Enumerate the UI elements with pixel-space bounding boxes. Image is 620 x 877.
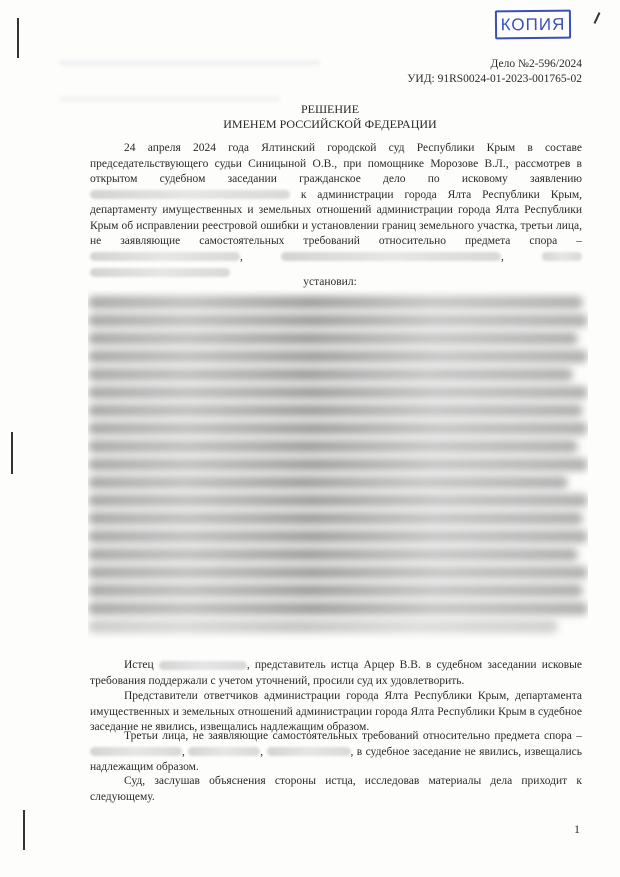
redacted-line [88,332,578,345]
redacted-line [88,386,588,399]
redacted-text [281,252,501,261]
pen-mark [23,810,25,850]
redacted-line [88,458,588,471]
page-number: 1 [574,822,580,836]
redacted-line [88,548,578,561]
intro-text-2: к администрации города Ялта Республики Крым, департаменту имущественных и земельных отношений администрации города Ялта Республики Крым об исправлении реестровой ошибки и установлении границ земельного участка, третьи лица, не заявляющие самостоятельных требований относительно предмета спора – [90,188,582,247]
redacted-text [188,747,260,756]
redacted-line [88,566,588,579]
redacted-text [90,190,290,199]
redacted-line [88,296,583,309]
redacted-line [88,494,588,507]
plaintiff-text-2: , представитель истца Арцер В.В. в судебном заседании исковые требования поддержали с учетом уточнений, просили суд их удовлетворить. [90,659,582,687]
redacted-line [88,512,583,525]
paragraph-court: Суд, заслушав объяснения стороны истца, исследовав материалы дела приходит к следующему. [90,775,582,803]
redacted-line [88,476,568,489]
pen-mark [17,18,19,58]
intro-text-1: 24 апреля 2024 года Ялтинский городской суд Республики Крым в составе председательствующего судьи Синицыной О.В., при помощнике Морозове В.Л., рассмотрев в открытом судебном заседании гражданское дело по исковому заявлению [90,142,582,185]
redacted-text [267,747,351,756]
document-subtitle: ИМЕНЕМ РОССИЙСКОЙ ФЕДЕРАЦИИ [223,117,437,131]
third-parties-text-2: , в судебное заседание не явились, извещались надлежащим образом. [90,745,583,773]
redacted-line [88,602,588,615]
redacted-text [159,661,247,670]
paragraph-defendants: Представители ответчиков администрации города Ялта Республики Крым, департамента имущественных и земельных отношений администрации города Ялта Республики Крым в судебное заседание не явились, извещались надлежащим образом. [90,690,582,733]
paragraph-third-parties: Третьи лица, не заявляющие самостоятельных требований относительно предмета спора – , , , в судебное заседание не явились, извещались надлежащим образом. [90,730,583,773]
redacted-line [88,620,558,633]
intro-paragraph: 24 апреля 2024 года Ялтинский городской суд Республики Крым в составе председательствующего судьи Синицыной О.В., при помощнике Морозове В.Л., рассмотрев в открытом судебном заседании гражданское дело по исковому заявлению к администрации города Ялта Республики Крым, департаменту имущественных и земельных отношений администрации города Ялта Республики Крым об исправлении реестровой ошибки и установлении границ земельного участка, третьи лица, не заявляющие самостоятельных требований относительно предмета спора – , , [90,141,582,281]
redacted-line [88,584,583,597]
redacted-line [88,422,588,435]
established-heading: установил: [303,276,357,288]
redacted-line [88,530,588,543]
pen-mark [11,432,13,474]
document-title: РЕШЕНИЕ [300,102,360,116]
redacted-text [542,252,582,261]
paragraph-plaintiff [90,658,582,689]
third-parties-text-1: Третьи лица, не заявляющие самостоятельных требований относительно предмета спора – [124,730,582,742]
plaintiff-text-1: Истец [124,659,154,671]
bleed-through [60,60,320,66]
redacted-line [88,314,588,327]
redacted-line [88,368,573,381]
pen-mark [594,12,601,24]
redacted-text [90,747,182,756]
redacted-line [88,350,588,363]
redacted-line [88,440,578,453]
redacted-text [90,252,240,261]
copy-stamp: КОПИЯ [495,10,571,40]
redacted-section [88,290,588,645]
case-number: Дело №2-596/2024 [490,58,582,70]
case-uid: УИД: 91RS0024-01-2023-001765-02 [407,73,582,85]
redacted-line [88,404,583,417]
